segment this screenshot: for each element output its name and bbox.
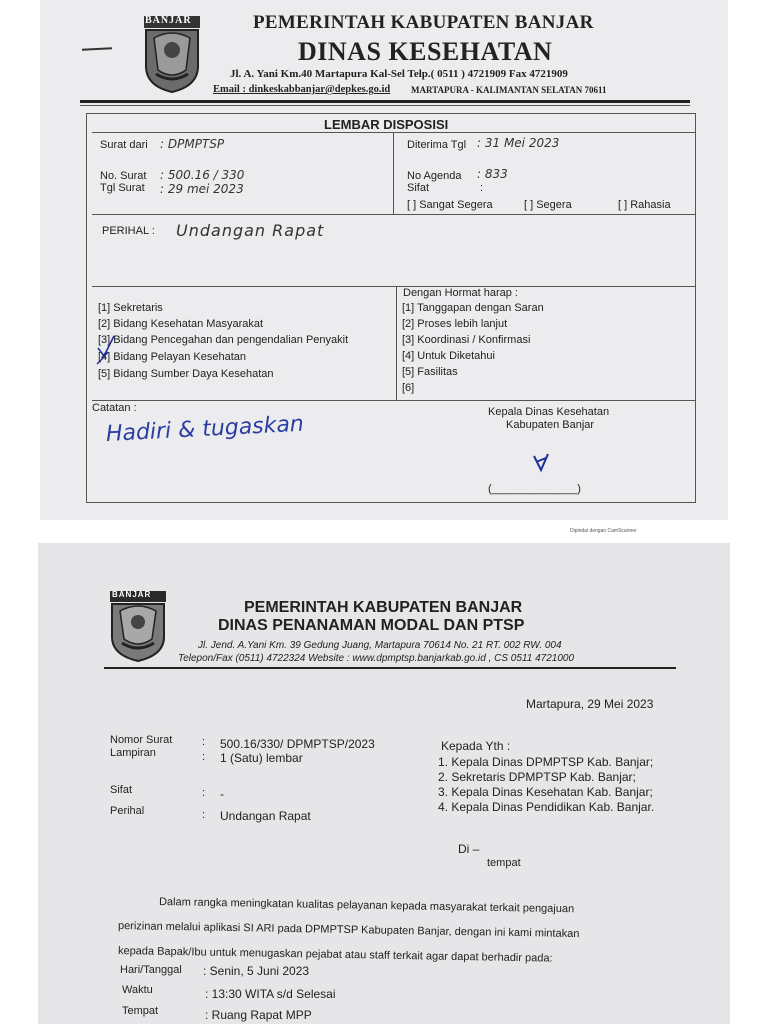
kepada-title: Kepada Yth : — [441, 739, 511, 753]
field-value: Undangan Rapat — [220, 809, 311, 823]
kepada-item: 1. Kepala Dinas DPMPTSP Kab. Banjar; — [438, 755, 654, 769]
tgl-surat-label: Tgl Surat — [100, 182, 145, 194]
diterima-label: Diterima Tgl — [407, 139, 467, 151]
hormat-item: [4] Untuk Diketahui — [402, 350, 495, 362]
field-colon: : — [202, 751, 206, 763]
perihal-label: PERIHAL : — [102, 225, 155, 237]
schedule-value: : Senin, 5 Juni 2023 — [203, 964, 310, 978]
recipient-item: [4] Bidang Pelayan Kesehatan — [98, 351, 247, 363]
field-label: Nomor Surat — [110, 734, 173, 746]
no-agenda-label: No Agenda — [407, 170, 462, 182]
catatan-note: Hadiri & tugaskan — [105, 411, 305, 447]
disposition-sheet — [40, 0, 728, 520]
invitation-letter — [38, 543, 730, 1024]
logo-label: BANJAR — [112, 590, 152, 599]
catatan-label: Catatan : — [92, 402, 137, 414]
office-address: Jl. Jend. A.Yani Km. 39 Gedung Juang, Martapura 70614 No. 21 RT. 002 RW. 004 — [198, 640, 562, 651]
signer-bracket: (______________) — [488, 483, 581, 495]
surat-dari-value: : DPMPTSP — [160, 137, 225, 151]
field-label: Sifat — [110, 784, 133, 796]
header-rule — [104, 667, 676, 669]
schedule-value: : 13:30 WITA s/d Selesai — [205, 987, 336, 1001]
body-line: perizinan melalui aplikasi SI ARI pada DPMPTSP Kabupaten Banjar, dengan ini kami mintakan — [117, 920, 580, 941]
field-label: Lampiran — [110, 747, 156, 759]
recipient-item: [2] Bidang Kesehatan Masyarakat — [98, 318, 264, 330]
field-value: - — [220, 787, 224, 801]
recipient-item: [3] Bidang Pencegahan dan pengendalian Penyakit — [98, 334, 349, 346]
sifat-option-segera: [ ] Segera — [524, 199, 572, 211]
diterima-value: : 31 Mei 2023 — [477, 136, 560, 150]
office-contact: Telepon/Fax (0511) 4722324 Website : www.dpmptsp.banjarkab.go.id , CS 0511 4721000 — [178, 653, 575, 664]
title-divider — [92, 132, 696, 133]
scan-mark — [82, 47, 112, 51]
no-surat-value: : 500.16 / 330 — [160, 168, 245, 182]
sifat-option-rahasia: [ ] Rahasia — [618, 199, 671, 211]
scanner-caption: Dipindai dengan CamScanner — [570, 528, 637, 534]
logo-label: BANJAR — [145, 15, 192, 26]
checkmark-icon — [94, 334, 118, 368]
body-line: kepada Bapak/Ibu untuk menugaskan pejabat atau staff terkait agar dapat berhadir pada: — [117, 945, 553, 965]
letter-date: Martapura, 29 Mei 2023 — [526, 697, 654, 711]
office-email: Email : dinkeskabbanjar@depkes.go.id — [213, 84, 391, 95]
field-value: 500.16/330/ DPMPTSP/2023 — [220, 737, 375, 751]
no-agenda-value: : 833 — [477, 167, 508, 181]
schedule-label: Waktu — [122, 984, 153, 996]
gov-heading: PEMERINTAH KABUPATEN BANJAR — [244, 599, 523, 616]
kepada-item: 3. Kepala Dinas Kesehatan Kab. Banjar; — [438, 785, 653, 799]
sifat-label: Sifat — [407, 182, 430, 194]
kepada-item: 2. Sekretaris DPMPTSP Kab. Banjar; — [438, 770, 636, 784]
di-label: Di – — [458, 842, 480, 856]
header-rule — [80, 100, 690, 103]
recipient-item: [1] Sekretaris — [98, 302, 163, 314]
office-heading: DINAS KESEHATAN — [298, 37, 553, 66]
office-address: Jl. A. Yani Km.40 Martapura Kal-Sel Telp.( 0511 ) 4721909 Fax 4721909 — [230, 68, 568, 80]
hormat-item: [3] Koordinasi / Konfirmasi — [402, 334, 531, 346]
form-title: LEMBAR DISPOSISI — [324, 117, 449, 132]
field-value: 1 (Satu) lembar — [220, 751, 303, 765]
field-colon: : — [202, 787, 206, 799]
hormat-item: [5] Fasilitas — [402, 366, 458, 378]
schedule-value: : Ruang Rapat MPP — [205, 1008, 312, 1022]
field-colon: : — [202, 809, 206, 821]
hormat-item: [2] Proses lebih lanjut — [402, 318, 508, 330]
col-divider-top — [393, 132, 394, 214]
row-divider-3 — [92, 400, 696, 401]
tgl-surat-value: : 29 mei 2023 — [160, 182, 244, 196]
header-rule-thin — [80, 105, 690, 106]
office-heading: DINAS PENANAMAN MODAL DAN PTSP — [218, 617, 525, 634]
banjar-crest-logo — [108, 589, 168, 663]
sifat-option-sangat-segera: [ ] Sangat Segera — [407, 199, 493, 211]
schedule-label: Hari/Tanggal — [120, 964, 182, 976]
banjar-crest-logo — [142, 14, 202, 94]
col-divider-mid — [396, 286, 397, 400]
tempat-label: tempat — [487, 857, 521, 869]
gov-heading: PEMERINTAH KABUPATEN BANJAR — [253, 12, 594, 33]
perihal-value: Undangan Rapat — [176, 221, 325, 240]
signature-mark — [530, 450, 552, 474]
kepada-item: 4. Kepala Dinas Pendidikan Kab. Banjar. — [438, 800, 655, 814]
hormat-item: [6] — [402, 382, 415, 394]
schedule-label: Tempat — [122, 1005, 159, 1017]
hormat-title: Dengan Hormat harap : — [403, 287, 518, 299]
surat-dari-label: Surat dari — [100, 139, 148, 151]
no-surat-label: No. Surat — [100, 170, 147, 182]
sifat-colon: : — [480, 182, 484, 194]
body-line: Dalam rangka meningkatan kualitas pelayanan kepada masyarakat terkait pengajuan — [158, 896, 575, 916]
signer-region: Kabupaten Banjar — [506, 419, 595, 431]
recipient-item: [5] Bidang Sumber Daya Kesehatan — [98, 368, 274, 380]
office-city: MARTAPURA - KALIMANTAN SELATAN 70611 — [411, 85, 607, 95]
signer-title: Kepala Dinas Kesehatan — [488, 406, 610, 418]
field-label: Perihal — [110, 805, 145, 817]
row-divider-2 — [92, 286, 696, 287]
field-colon: : — [202, 736, 206, 748]
row-divider-1 — [92, 214, 696, 215]
hormat-item: [1] Tanggapan dengan Saran — [402, 302, 544, 314]
